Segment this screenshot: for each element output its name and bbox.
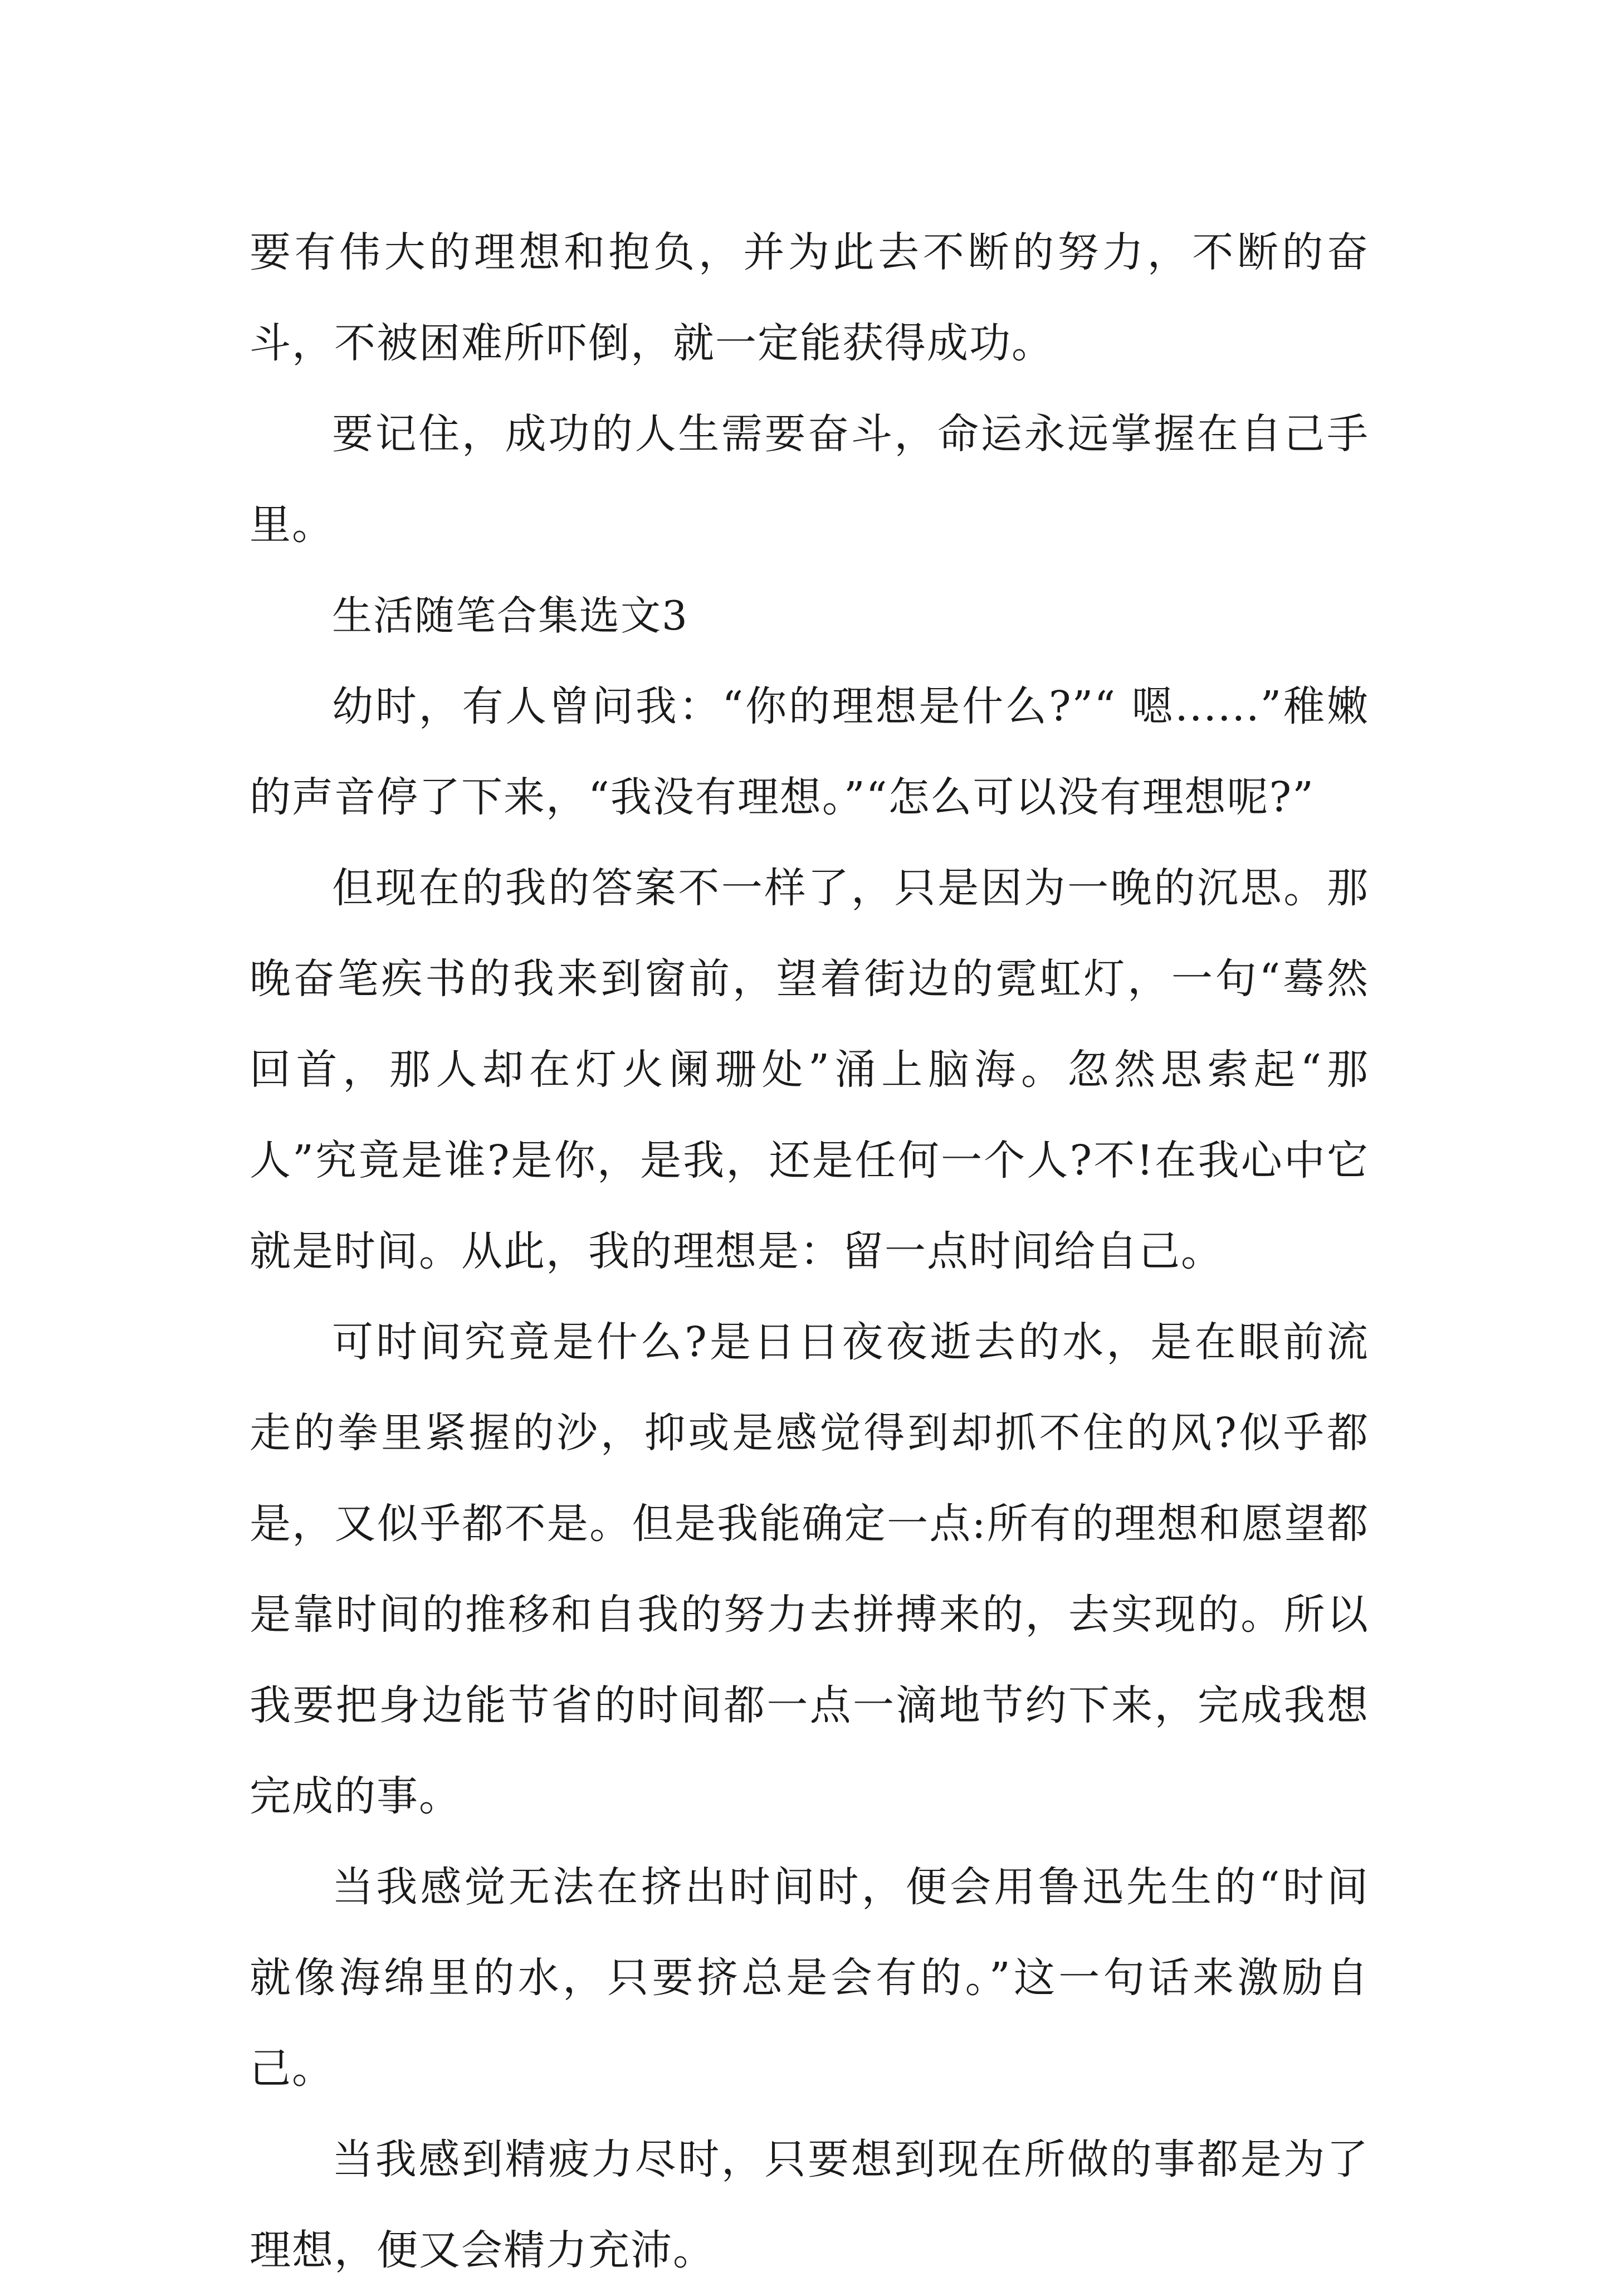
paragraph-1: 要有伟大的理想和抱负，并为此去不断的努力，不断的奋斗，不被困难所吓倒，就一定能获得成功。	[250, 228, 1369, 367]
paragraph-5: 可时间究竟是什么?是日日夜夜逝去的水，是在眼前流走的拳里紧握的沙，抑或是感觉得到却抓不住的风?似乎都是，又似乎都不是。但是我能确定一点:所有的理想和愿望都是靠时间的推移和自我的努力去拼搏来的，去实现的。所以我要把身边能节省的时间都一点一滴地节约下来，完成我想完成的事。	[250, 1318, 1369, 1820]
paragraph-6: 当我感觉无法在挤出时间时，便会用鲁迅先生的“时间就像海绵里的水，只要挤总是会有的。”这一句话来激励自己。	[250, 1863, 1369, 2093]
paragraph-2: 要记住，成功的人生需要奋斗，命运永远掌握在自己手里。	[250, 410, 1369, 549]
document-body	[250, 207, 1369, 2296]
section-heading: 生活随笔合集选文3	[332, 592, 688, 639]
paragraph-4: 但现在的我的答案不一样了，只是因为一晚的沉思。那晚奋笔疾书的我来到窗前，望着街边的霓虹灯，一句“蓦然回首，那人却在灯火阑珊处”涌上脑海。忽然思索起“那人”究竟是谁?是你，是我，还是任何一个人?不!在我心中它就是时间。从此，我的理想是：留一点时间给自己。	[250, 864, 1369, 1275]
paragraph-7: 当我感到精疲力尽时，只要想到现在所做的事都是为了理想，便又会精力充沛。	[250, 2136, 1369, 2274]
paragraph-3: 幼时，有人曾问我：“你的理想是什么?”“ 嗯......”稚嫩的声音停了下来，“我没有理想。”“怎么可以没有理想呢?”	[250, 683, 1369, 821]
